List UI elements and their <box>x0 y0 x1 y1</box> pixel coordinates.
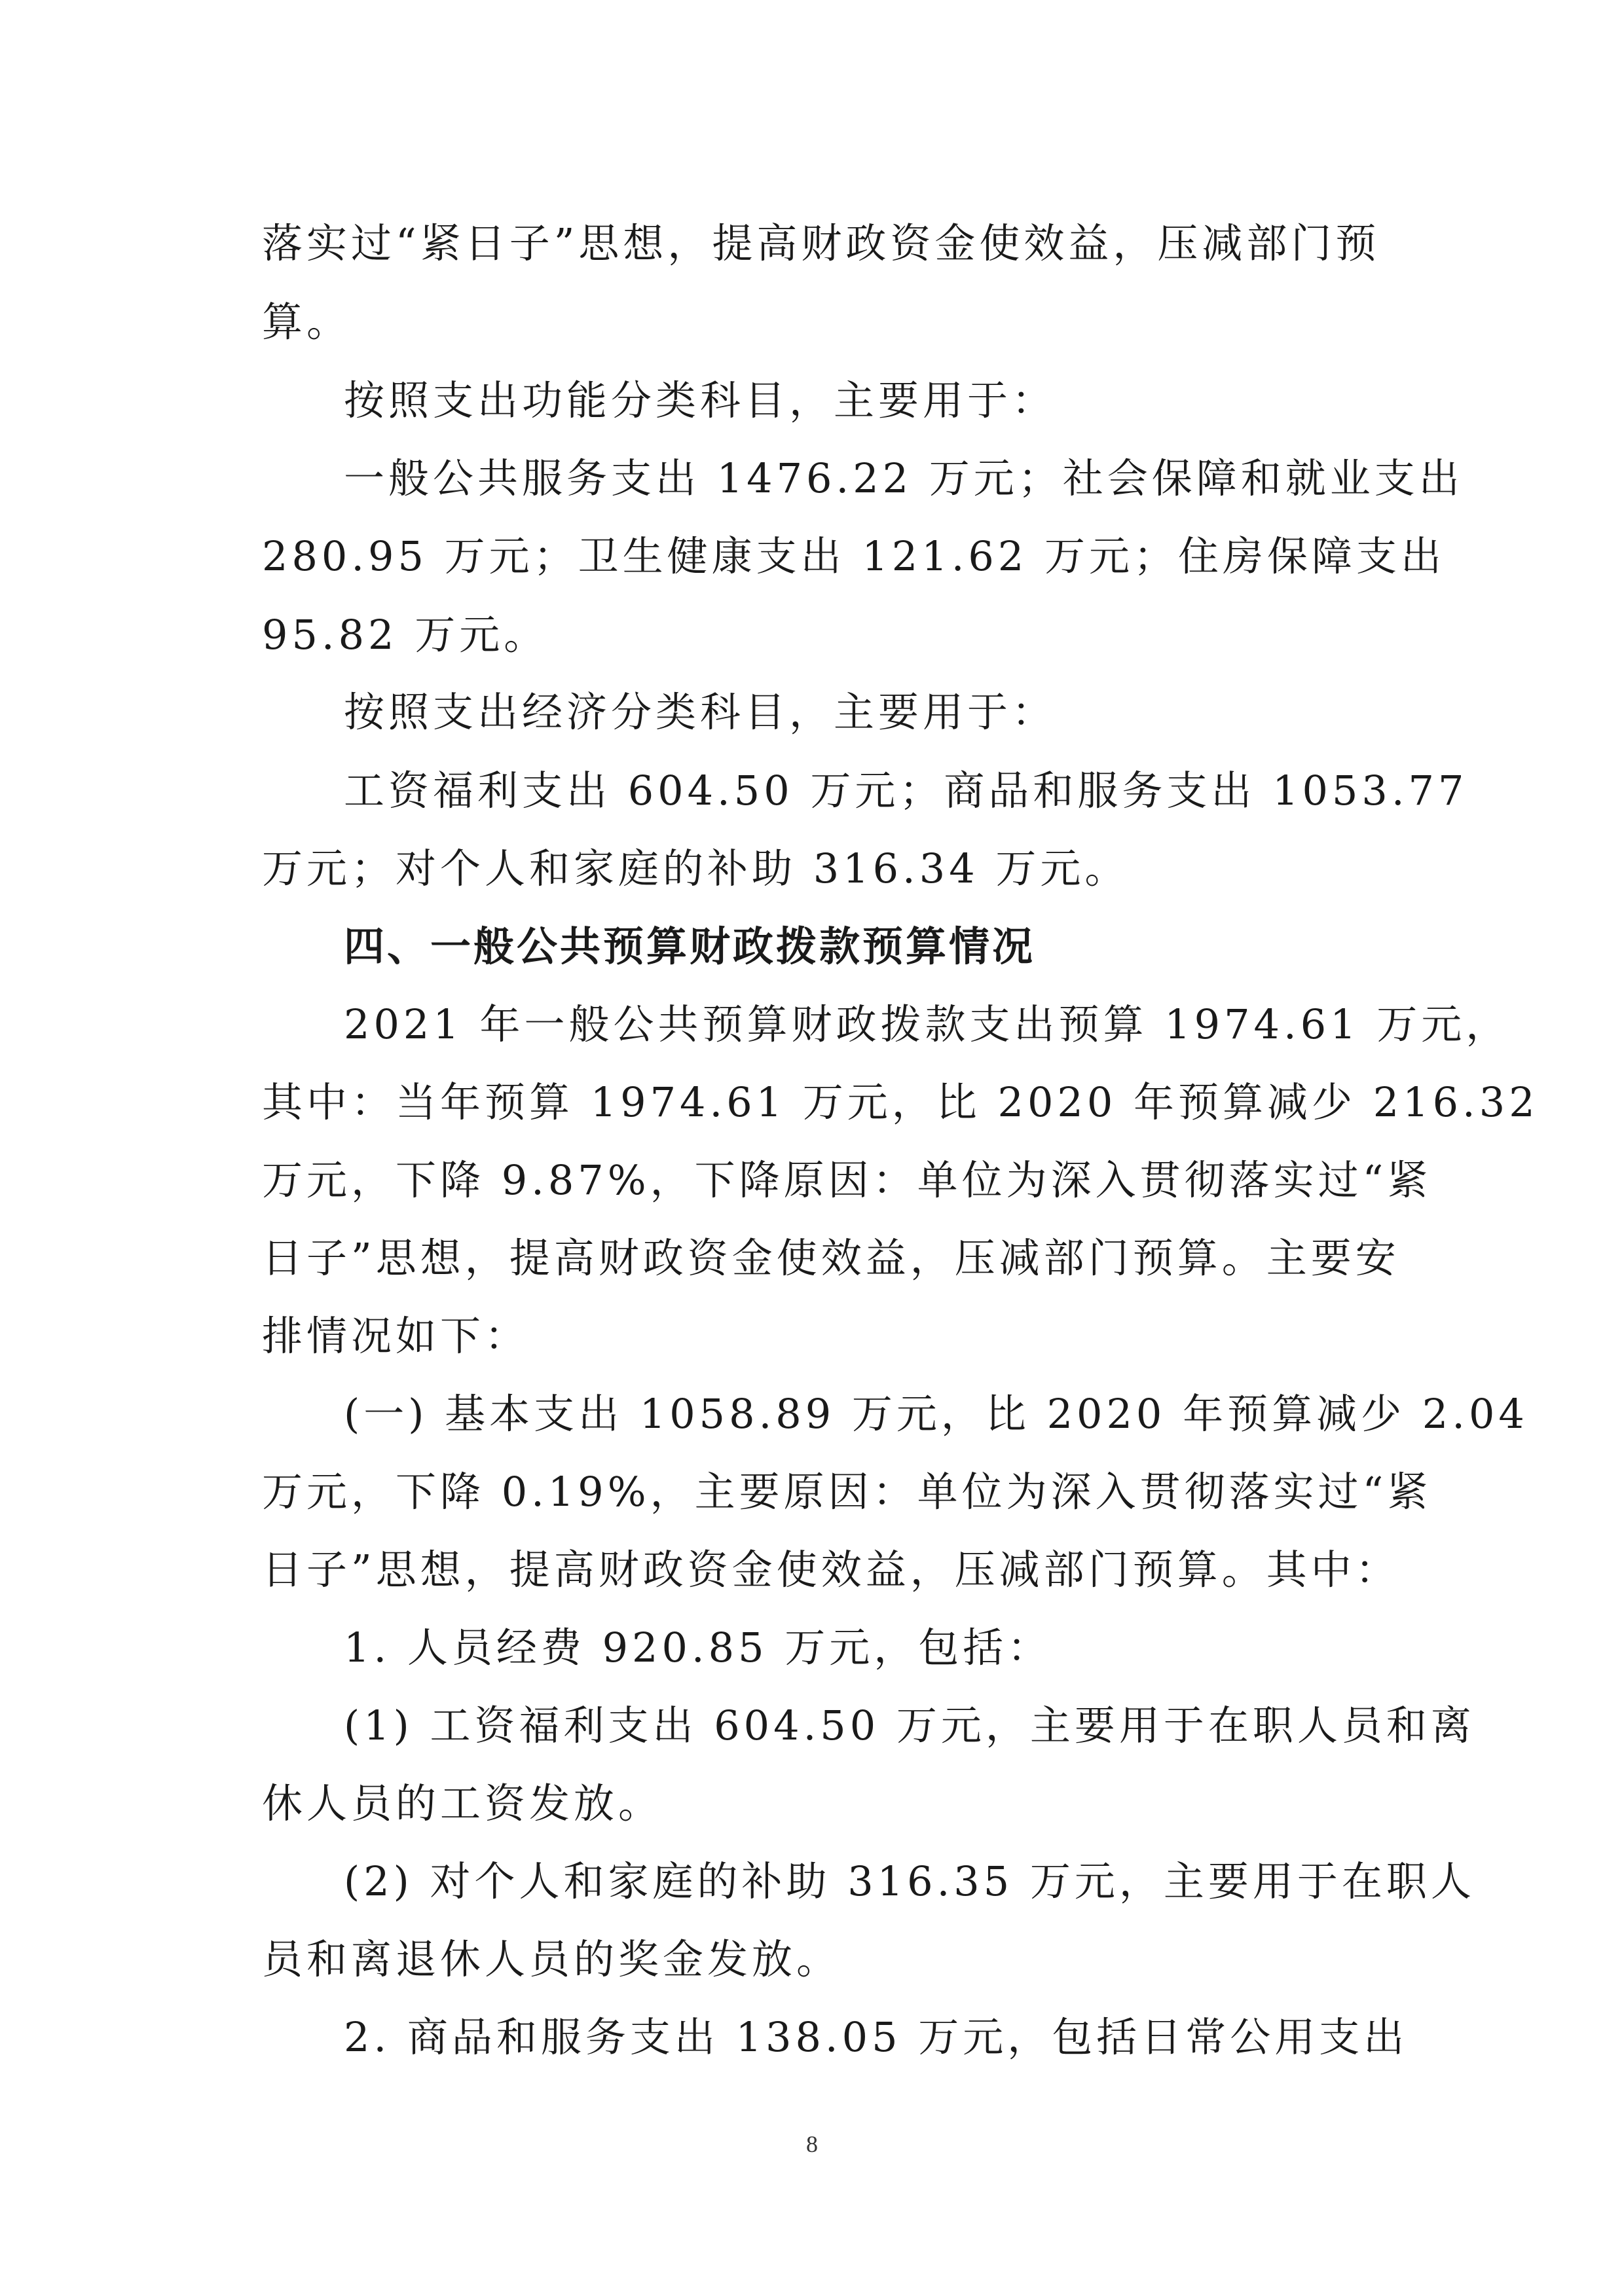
paragraph-line: 员和离退休人员的奖金发放。 <box>262 1935 841 1983</box>
paragraph-line: 95.82 万元。 <box>262 611 549 659</box>
paragraph-line: 休人员的工资发放。 <box>262 1779 663 1827</box>
paragraph-line: 其中：当年预算 1974.61 万元，比 2020 年预算减少 216.32 <box>262 1078 1539 1126</box>
paragraph-line: 落实过“紧日子”思想，提高财政资金使效益，压减部门预 <box>262 219 1380 267</box>
section-heading: 四、一般公共预算财政拨款预算情况 <box>344 922 1036 970</box>
paragraph-line: 按照支出经济分类科目，主要用于： <box>344 688 1057 736</box>
paragraph-line: 一般公共服务支出 1476.22 万元；社会保障和就业支出 <box>344 454 1464 502</box>
paragraph-line: 日子”思想，提高财政资金使效益，压减部门预算。其中： <box>262 1546 1400 1594</box>
paragraph-line: 万元，下降 0.19%，主要原因：单位为深入贯彻落实过“紧 <box>262 1468 1432 1516</box>
paragraph-line: (一) 基本支出 1058.89 万元，比 2020 年预算减少 2.04 <box>344 1390 1528 1438</box>
paragraph-line: 万元，下降 9.87%，下降原因：单位为深入贯彻落实过“紧 <box>262 1156 1432 1204</box>
paragraph-line: 排情况如下： <box>262 1312 530 1360</box>
paragraph-line: 1. 人员经费 920.85 万元，包括： <box>344 1624 1052 1671</box>
paragraph-line: 280.95 万元；卫生健康支出 121.62 万元；住房保障支出 <box>262 532 1446 580</box>
paragraph-line: 工资福利支出 604.50 万元；商品和服务支出 1053.77 <box>344 767 1468 814</box>
paragraph-line: (1) 工资福利支出 604.50 万元，主要用于在职人员和离 <box>344 1702 1475 1749</box>
paragraph-line: 万元；对个人和家庭的补助 316.34 万元。 <box>262 845 1130 892</box>
paragraph-line: 算。 <box>262 298 352 346</box>
paragraph-line: 2. 商品和服务支出 138.05 万元，包括日常公用支出 <box>344 2013 1409 2061</box>
paragraph-line: 2021 年一般公共预算财政拨款支出预算 1974.61 万元， <box>344 1000 1511 1048</box>
page-number: 8 <box>806 2131 818 2157</box>
paragraph-line: 按照支出功能分类科目，主要用于： <box>344 376 1057 424</box>
paragraph-line: (2) 对个人和家庭的补助 316.35 万元，主要用于在职人 <box>344 1857 1475 1905</box>
paragraph-line: 日子”思想，提高财政资金使效益，压减部门预算。主要安 <box>262 1234 1400 1282</box>
